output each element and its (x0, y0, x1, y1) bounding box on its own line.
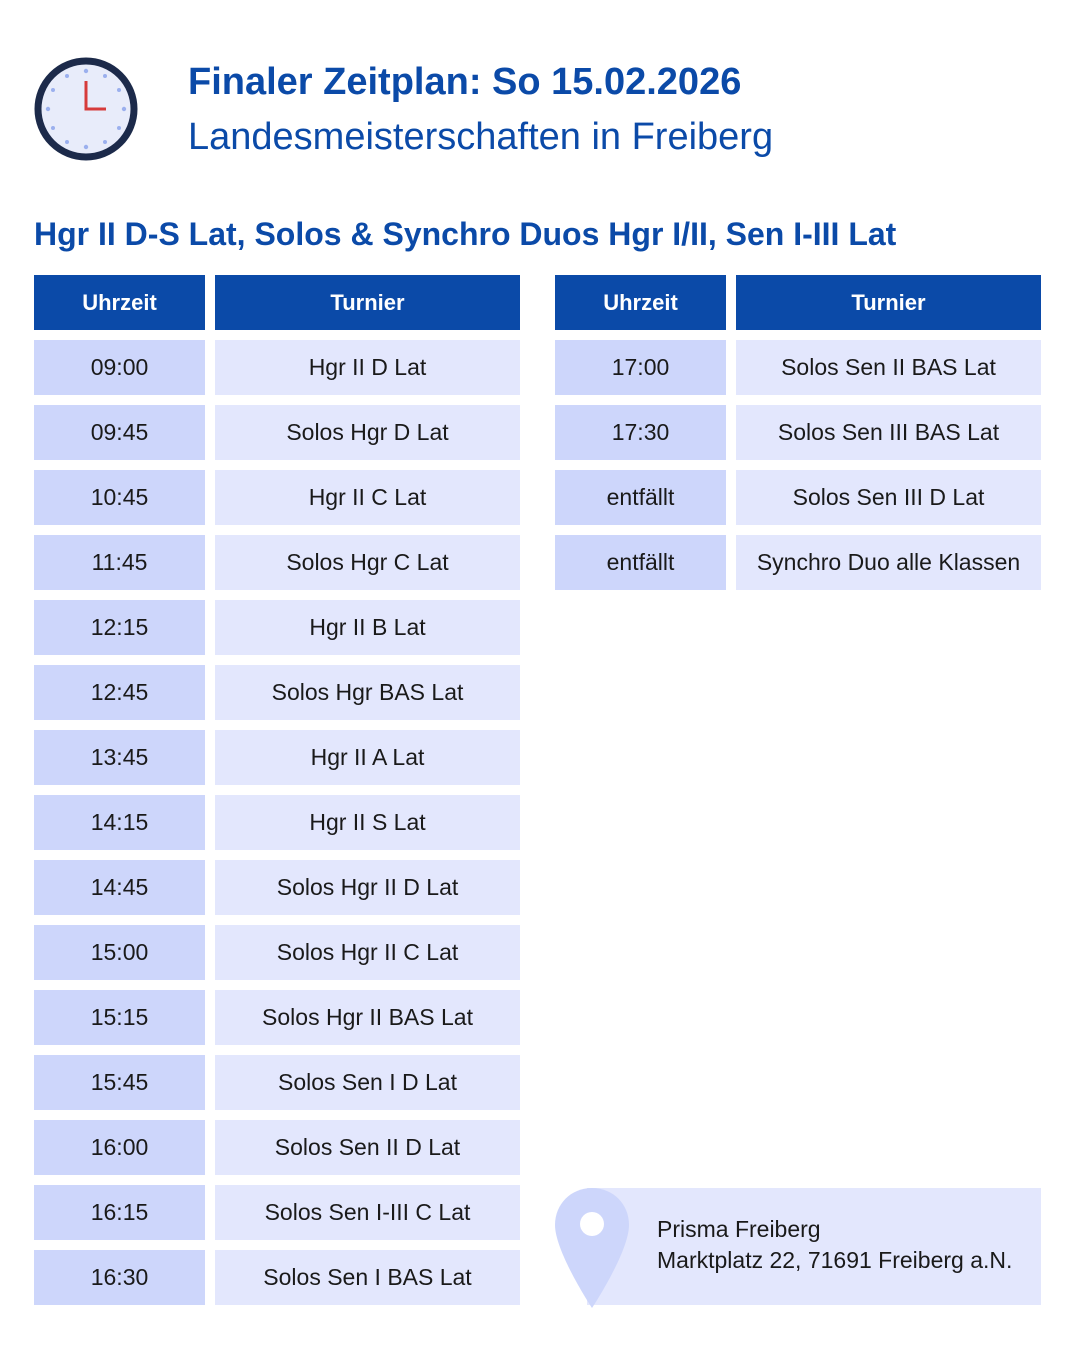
tournament-cell: Solos Sen III D Lat (736, 470, 1041, 525)
time-cell: 17:30 (555, 405, 726, 460)
table-row (555, 470, 1041, 525)
table-row (34, 535, 520, 590)
tournament-cell: Solos Hgr II D Lat (215, 860, 520, 915)
table-row (34, 730, 520, 785)
tournament-cell: Solos Sen II BAS Lat (736, 340, 1041, 395)
tournament-cell: Solos Sen I-III C Lat (215, 1185, 520, 1240)
table-row (34, 990, 520, 1045)
section-heading: Hgr II D-S Lat, Solos & Synchro Duos Hgr I/II, Sen I-III Lat (34, 216, 897, 252)
column-header-tournament: Turnier (736, 275, 1041, 330)
location-pin-icon (553, 1186, 631, 1310)
tournament-cell: Solos Sen II D Lat (215, 1120, 520, 1175)
time-cell: 09:45 (34, 405, 205, 460)
tournament-cell: Hgr II C Lat (215, 470, 520, 525)
table-row (34, 665, 520, 720)
time-cell: entfällt (555, 470, 726, 525)
table-row (34, 1250, 520, 1305)
table-row (34, 470, 520, 525)
venue-address: Marktplatz 22, 71691 Freiberg a.N. (657, 1247, 1013, 1273)
table-row (34, 925, 520, 980)
schedule-table-right (555, 275, 1041, 600)
tournament-cell: Solos Hgr D Lat (215, 405, 520, 460)
time-cell: 11:45 (34, 535, 205, 590)
table-row (555, 535, 1041, 590)
table-row (34, 1120, 520, 1175)
time-cell: 09:00 (34, 340, 205, 395)
table-row (34, 1055, 520, 1110)
time-cell: 16:00 (34, 1120, 205, 1175)
page-title: Finaler Zeitplan: So 15.02.2026 (188, 61, 742, 103)
schedule-table-left (34, 275, 520, 1315)
tournament-cell: Solos Sen III BAS Lat (736, 405, 1041, 460)
time-cell: 17:00 (555, 340, 726, 395)
time-cell: entfällt (555, 535, 726, 590)
column-header-tournament: Turnier (215, 275, 520, 330)
table-row (555, 340, 1041, 395)
time-cell: 15:00 (34, 925, 205, 980)
tournament-cell: Hgr II B Lat (215, 600, 520, 655)
tournament-cell: Synchro Duo alle Klassen (736, 535, 1041, 590)
time-cell: 13:45 (34, 730, 205, 785)
tournament-cell: Hgr II D Lat (215, 340, 520, 395)
tournament-cell: Solos Sen I BAS Lat (215, 1250, 520, 1305)
time-cell: 15:45 (34, 1055, 205, 1110)
time-cell: 16:30 (34, 1250, 205, 1305)
tournament-cell: Solos Hgr BAS Lat (215, 665, 520, 720)
table-row (34, 405, 520, 460)
table-row (34, 795, 520, 850)
time-cell: 12:45 (34, 665, 205, 720)
time-cell: 10:45 (34, 470, 205, 525)
table-row (34, 860, 520, 915)
tournament-cell: Solos Hgr II BAS Lat (215, 990, 520, 1045)
clock-icon (34, 57, 138, 161)
column-header-time: Uhrzeit (555, 275, 726, 330)
time-cell: 15:15 (34, 990, 205, 1045)
venue-name: Prisma Freiberg (657, 1216, 821, 1242)
table-row (34, 600, 520, 655)
column-header-time: Uhrzeit (34, 275, 205, 330)
tournament-cell: Hgr II S Lat (215, 795, 520, 850)
table-header-row (555, 275, 1041, 330)
tournament-cell: Hgr II A Lat (215, 730, 520, 785)
tournament-cell: Solos Hgr C Lat (215, 535, 520, 590)
table-row (555, 405, 1041, 460)
table-row (34, 340, 520, 395)
table-header-row (34, 275, 520, 330)
time-cell: 12:15 (34, 600, 205, 655)
table-row (34, 1185, 520, 1240)
tournament-cell: Solos Hgr II C Lat (215, 925, 520, 980)
time-cell: 14:15 (34, 795, 205, 850)
time-cell: 16:15 (34, 1185, 205, 1240)
time-cell: 14:45 (34, 860, 205, 915)
tournament-cell: Solos Sen I D Lat (215, 1055, 520, 1110)
page-subtitle: Landesmeisterschaften in Freiberg (188, 116, 774, 158)
